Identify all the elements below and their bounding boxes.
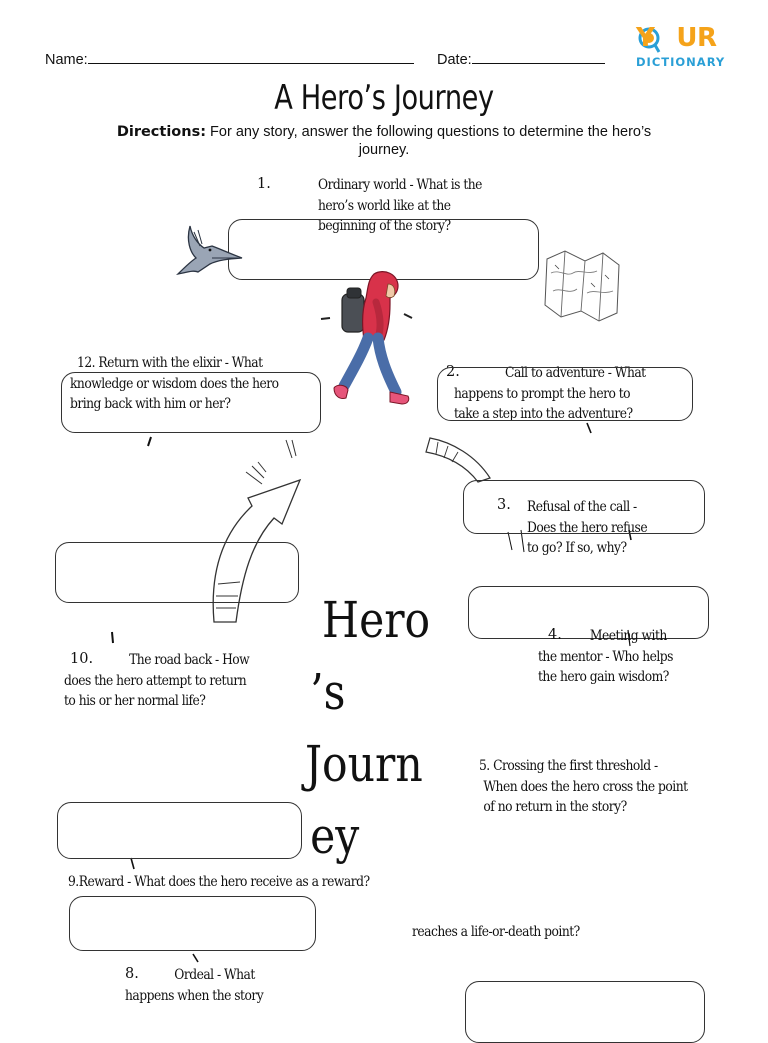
q8-number: 8.: [125, 966, 139, 982]
center-title: Hero ’s Journ ey: [305, 591, 431, 865]
q3-text: Refusal of the call - Does the hero refuse to go? If so, why?: [527, 499, 648, 556]
q8-continuation: reaches a life-or-death point?: [412, 924, 580, 940]
name-label: Name:: [45, 52, 88, 68]
directions-text: For any story, answer the following questions to determine the hero’s journey.: [210, 124, 652, 158]
q10-text: The road back - How does the hero attempt to return to his or her normal life?: [64, 652, 250, 709]
q8-text: Ordeal - What happens when the story: [125, 967, 264, 1004]
q12-text: 12. Return with the elixir - What knowledge or wisdom does the hero bring back with him or her?: [70, 355, 279, 412]
q9-text: 9.Reward - What does the hero receive as a reward?: [68, 874, 370, 890]
q10-answer-box[interactable]: [57, 802, 302, 859]
date-label: Date:: [437, 52, 472, 68]
directions-label: Directions:: [116, 124, 207, 140]
q8-answer-box[interactable]: [465, 981, 705, 1043]
logo-dictionary: DICTIONARY: [636, 55, 726, 69]
q1-number: 1.: [257, 176, 271, 192]
q3-number: 3.: [497, 497, 511, 513]
q4-text: Meeting with the mentor - Who helps the hero gain wisdom?: [538, 628, 673, 685]
q2-number: 2.: [446, 364, 460, 380]
q11-answer-box[interactable]: [55, 542, 299, 603]
path-arrow-fragment-icon: [424, 436, 494, 486]
q5-text: 5. Crossing the first threshold - When does the hero cross the point of no return in the story?: [479, 758, 688, 815]
q10-number: 10.: [70, 651, 94, 667]
logo-letters: UR: [676, 23, 717, 53]
q9-answer-box[interactable]: [69, 896, 316, 951]
q4-number: 4.: [548, 627, 562, 643]
q1-text: Ordinary world - What is the hero’s world like at the beginning of the story?: [318, 177, 482, 234]
page-title: A Hero’s Journey: [274, 78, 494, 118]
logo-letter-y: Y: [636, 23, 655, 53]
q2-text: Call to adventure - What happens to prompt the hero to take a step into the adventure?: [454, 365, 646, 422]
